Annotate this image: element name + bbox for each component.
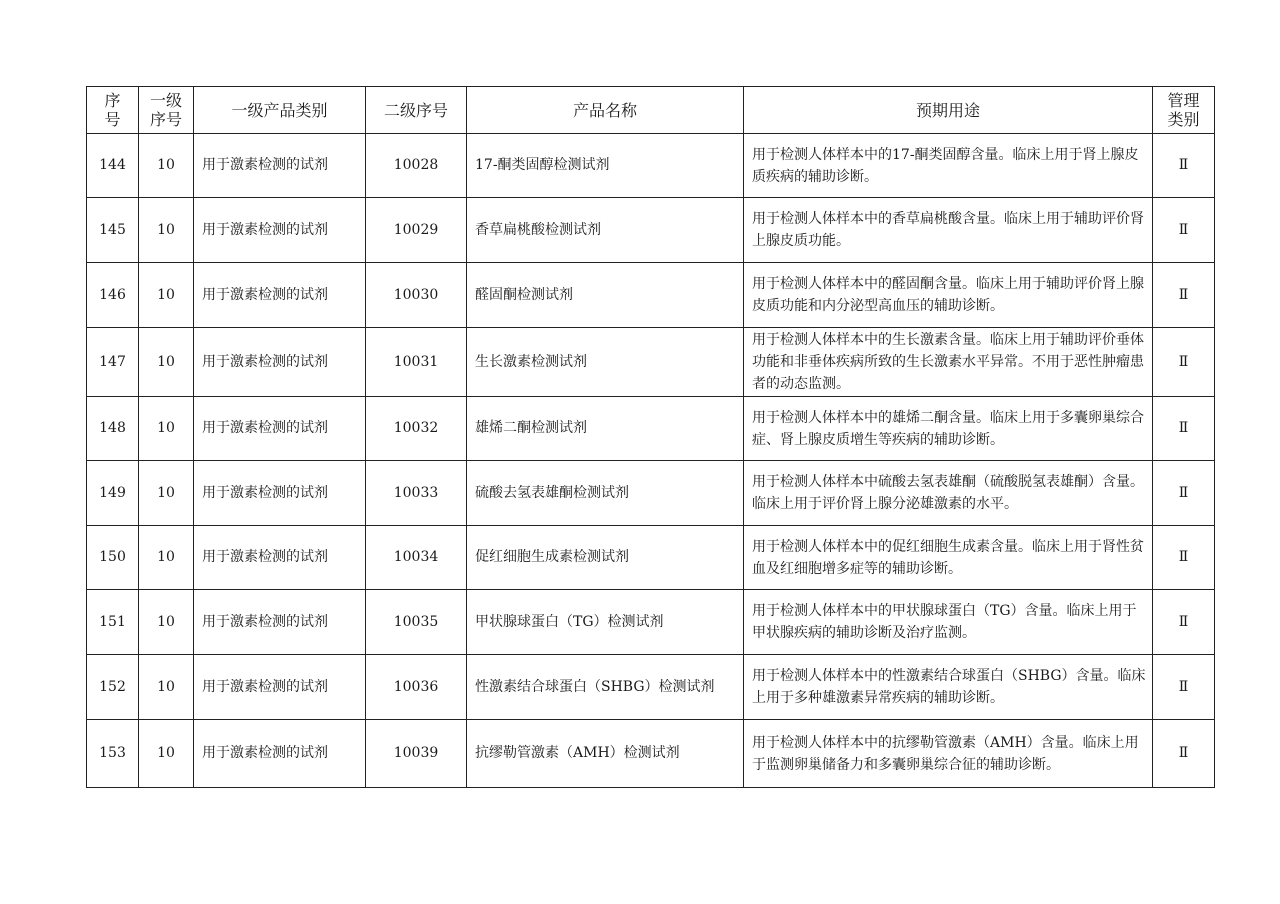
cell-product-name: 性激素结合球蛋白（SHBG）检测试剂	[467, 655, 744, 720]
cell-l2-seq: 10034	[366, 526, 467, 590]
cell-seq: 150	[87, 526, 139, 590]
table-row	[87, 328, 1215, 397]
cell-l1-seq: 10	[139, 397, 194, 461]
table-row	[87, 590, 1215, 655]
cell-product-name: 生长激素检测试剂	[467, 328, 744, 397]
header-mgmt-class: 管理类别	[1153, 87, 1215, 134]
cell-intended-use: 用于检测人体样本中的甲状腺球蛋白（TG）含量。临床上用于甲状腺疾病的辅助诊断及治疗监测。	[744, 590, 1153, 655]
cell-intended-use: 用于检测人体样本中的生长激素含量。临床上用于辅助评价垂体功能和非垂体疾病所致的生长激素水平异常。不用于恶性肿瘤患者的动态监测。	[744, 328, 1153, 397]
table-row	[87, 526, 1215, 590]
cell-seq: 148	[87, 397, 139, 461]
cell-category: 用于激素检测的试剂	[194, 134, 366, 198]
cell-l1-seq: 10	[139, 655, 194, 720]
cell-mgmt-class: Ⅱ	[1153, 720, 1215, 788]
cell-intended-use: 用于检测人体样本中的雄烯二酮含量。临床上用于多囊卵巢综合症、肾上腺皮质增生等疾病的辅助诊断。	[744, 397, 1153, 461]
cell-l2-seq: 10028	[366, 134, 467, 198]
header-l1-category: 一级产品类别	[194, 87, 366, 134]
table-row	[87, 461, 1215, 526]
cell-category: 用于激素检测的试剂	[194, 720, 366, 788]
cell-l2-seq: 10035	[366, 590, 467, 655]
cell-l1-seq: 10	[139, 526, 194, 590]
cell-category: 用于激素检测的试剂	[194, 328, 366, 397]
header-intended-use: 预期用途	[744, 87, 1153, 134]
cell-mgmt-class: Ⅱ	[1153, 198, 1215, 263]
table-row	[87, 134, 1215, 198]
cell-mgmt-class: Ⅱ	[1153, 590, 1215, 655]
cell-intended-use: 用于检测人体样本中的醛固酮含量。临床上用于辅助评价肾上腺皮质功能和内分泌型高血压的辅助诊断。	[744, 263, 1153, 328]
cell-mgmt-class: Ⅱ	[1153, 526, 1215, 590]
cell-l2-seq: 10036	[366, 655, 467, 720]
cell-mgmt-class: Ⅱ	[1153, 134, 1215, 198]
cell-intended-use: 用于检测人体样本中的17-酮类固醇含量。临床上用于肾上腺皮质疾病的辅助诊断。	[744, 134, 1153, 198]
cell-intended-use: 用于检测人体样本中的香草扁桃酸含量。临床上用于辅助评价肾上腺皮质功能。	[744, 198, 1153, 263]
cell-l1-seq: 10	[139, 590, 194, 655]
table-row	[87, 397, 1215, 461]
cell-product-name: 雄烯二酮检测试剂	[467, 397, 744, 461]
cell-product-name: 香草扁桃酸检测试剂	[467, 198, 744, 263]
cell-mgmt-class: Ⅱ	[1153, 263, 1215, 328]
cell-seq: 144	[87, 134, 139, 198]
header-l1-seq: 一级序号	[139, 87, 194, 134]
cell-product-name: 醛固酮检测试剂	[467, 263, 744, 328]
cell-category: 用于激素检测的试剂	[194, 397, 366, 461]
cell-l1-seq: 10	[139, 328, 194, 397]
header-seq: 序号	[87, 87, 139, 134]
header-product-name: 产品名称	[467, 87, 744, 134]
cell-seq: 152	[87, 655, 139, 720]
cell-product-name: 硫酸去氢表雄酮检测试剂	[467, 461, 744, 526]
cell-category: 用于激素检测的试剂	[194, 590, 366, 655]
cell-l2-seq: 10031	[366, 328, 467, 397]
cell-l1-seq: 10	[139, 720, 194, 788]
cell-seq: 146	[87, 263, 139, 328]
cell-mgmt-class: Ⅱ	[1153, 397, 1215, 461]
table-row	[87, 198, 1215, 263]
cell-l1-seq: 10	[139, 198, 194, 263]
cell-intended-use: 用于检测人体样本中硫酸去氢表雄酮（硫酸脱氢表雄酮）含量。临床上用于评价肾上腺分泌雄激素的水平。	[744, 461, 1153, 526]
header-l2-seq: 二级序号	[366, 87, 467, 134]
table-header-row	[87, 87, 1215, 134]
cell-category: 用于激素检测的试剂	[194, 198, 366, 263]
cell-seq: 149	[87, 461, 139, 526]
cell-l2-seq: 10033	[366, 461, 467, 526]
cell-l2-seq: 10030	[366, 263, 467, 328]
cell-seq: 151	[87, 590, 139, 655]
cell-intended-use: 用于检测人体样本中的促红细胞生成素含量。临床上用于肾性贫血及红细胞增多症等的辅助诊断。	[744, 526, 1153, 590]
cell-l2-seq: 10032	[366, 397, 467, 461]
cell-l1-seq: 10	[139, 461, 194, 526]
cell-product-name: 17-酮类固醇检测试剂	[467, 134, 744, 198]
cell-category: 用于激素检测的试剂	[194, 526, 366, 590]
cell-product-name: 抗缪勒管激素（AMH）检测试剂	[467, 720, 744, 788]
table-row	[87, 720, 1215, 788]
cell-l1-seq: 10	[139, 134, 194, 198]
table-row	[87, 263, 1215, 328]
cell-category: 用于激素检测的试剂	[194, 655, 366, 720]
cell-product-name: 促红细胞生成素检测试剂	[467, 526, 744, 590]
cell-mgmt-class: Ⅱ	[1153, 655, 1215, 720]
table-row	[87, 655, 1215, 720]
cell-seq: 147	[87, 328, 139, 397]
cell-intended-use: 用于检测人体样本中的性激素结合球蛋白（SHBG）含量。临床上用于多种雄激素异常疾病的辅助诊断。	[744, 655, 1153, 720]
cell-mgmt-class: Ⅱ	[1153, 328, 1215, 397]
cell-seq: 153	[87, 720, 139, 788]
document-page	[86, 86, 1215, 788]
product-classification-table	[86, 86, 1215, 788]
cell-mgmt-class: Ⅱ	[1153, 461, 1215, 526]
cell-category: 用于激素检测的试剂	[194, 461, 366, 526]
cell-l2-seq: 10039	[366, 720, 467, 788]
cell-product-name: 甲状腺球蛋白（TG）检测试剂	[467, 590, 744, 655]
cell-intended-use: 用于检测人体样本中的抗缪勒管激素（AMH）含量。临床上用于监测卵巢储备力和多囊卵巢综合征的辅助诊断。	[744, 720, 1153, 788]
cell-l2-seq: 10029	[366, 198, 467, 263]
cell-category: 用于激素检测的试剂	[194, 263, 366, 328]
cell-seq: 145	[87, 198, 139, 263]
cell-l1-seq: 10	[139, 263, 194, 328]
